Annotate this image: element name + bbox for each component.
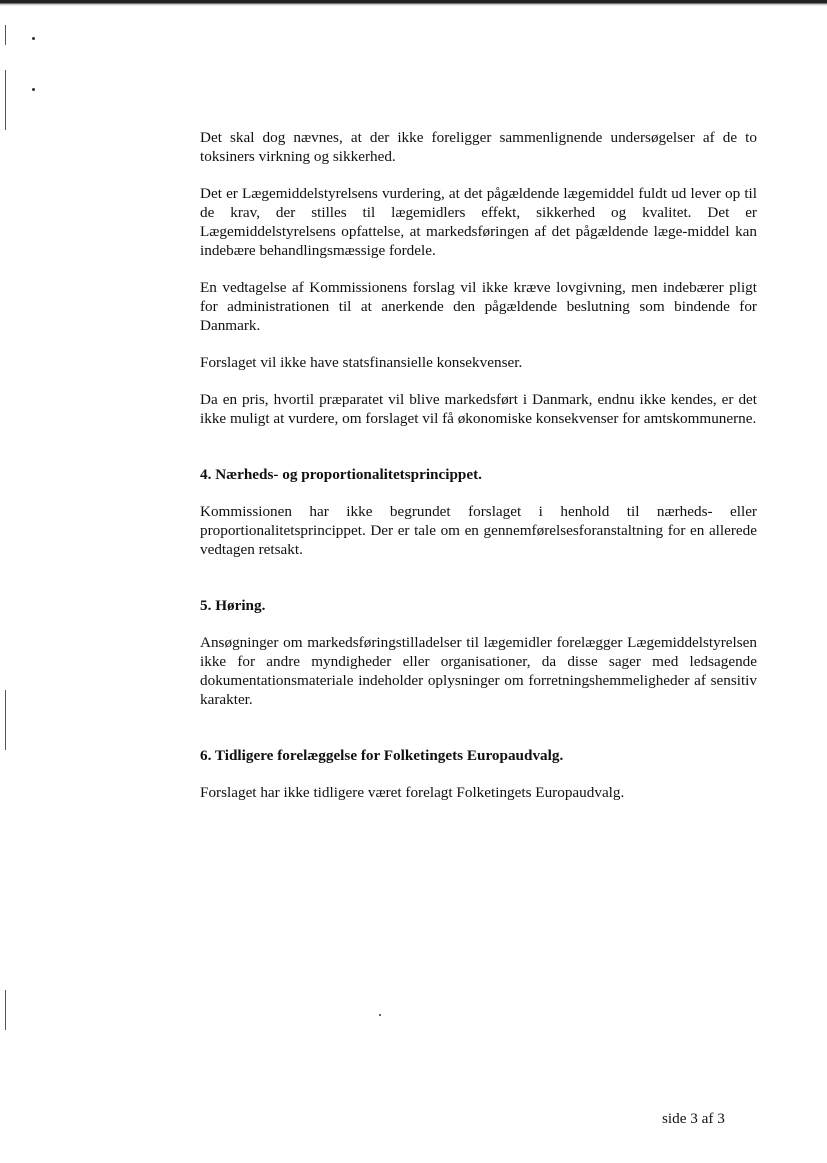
paragraph: En vedtagelse af Kommissionens forslag vil ikke kræve lovgivning, men indebærer pligt for administrationen til at anerkende den pågældende beslutning som bindende for Danmark. <box>200 279 757 334</box>
section-heading: 4. Nærheds- og proportionalitetsprincippet. <box>200 466 482 483</box>
section-body: Ansøgninger om markedsføringstilladelser til lægemidler forelægger Lægemiddelstyrelsen ikke for andre myndigheder eller organisationer, da disse sager med ledsagende dokumentationsmateriale indeholder oplysninger om forretningshemmeligheder af sensitiv karakter. <box>200 634 757 708</box>
paragraph: Forslaget vil ikke have statsfinansielle konsekvenser. <box>200 354 523 371</box>
scan-edge-mark <box>5 690 6 750</box>
scan-edge-mark <box>5 70 6 130</box>
scan-edge-mark <box>5 990 6 1030</box>
section-body: Forslaget har ikke tidligere været forelagt Folketingets Europaudvalg. <box>200 784 625 801</box>
document-body <box>200 128 757 802</box>
scan-speck <box>32 37 35 40</box>
paragraph: Det er Lægemiddelstyrelsens vurdering, at det pågældende lægemiddel fuldt ud lever op til de krav, der stilles til lægemidlers effekt, sikkerhed og kvalitet. Det er Lægemiddelstyrelsens opfattelse, at markedsføringen af det pågældende læge-middel kan indebære behandlingsmæssige fordele. <box>200 185 757 259</box>
page-number: side 3 af 3 <box>662 1110 725 1127</box>
section-heading: 6. Tidligere forelæggelse for Folketingets Europaudvalg. <box>200 747 564 764</box>
scan-top-edge <box>0 0 827 6</box>
scan-speck <box>379 1014 381 1016</box>
scan-speck <box>32 88 35 91</box>
section-body: Kommissionen har ikke begrundet forslaget i henhold til nærheds- eller proportionalitetsprincippet. Der er tale om en gennemførelsesforanstaltning for en allerede vedtagen retsakt. <box>200 503 757 558</box>
paragraph: Da en pris, hvortil præparatet vil blive markedsført i Danmark, endnu ikke kendes, er det ikke muligt at vurdere, om forslaget vil få økonomiske konsekvenser for amtskommunerne. <box>200 391 757 427</box>
scan-edge-mark <box>5 25 6 45</box>
paragraph: Det skal dog nævnes, at der ikke foreligger sammenlignende undersøgelser af de to toksiners virkning og sikkerhed. <box>200 129 757 165</box>
section-heading: 5. Høring. <box>200 597 266 614</box>
